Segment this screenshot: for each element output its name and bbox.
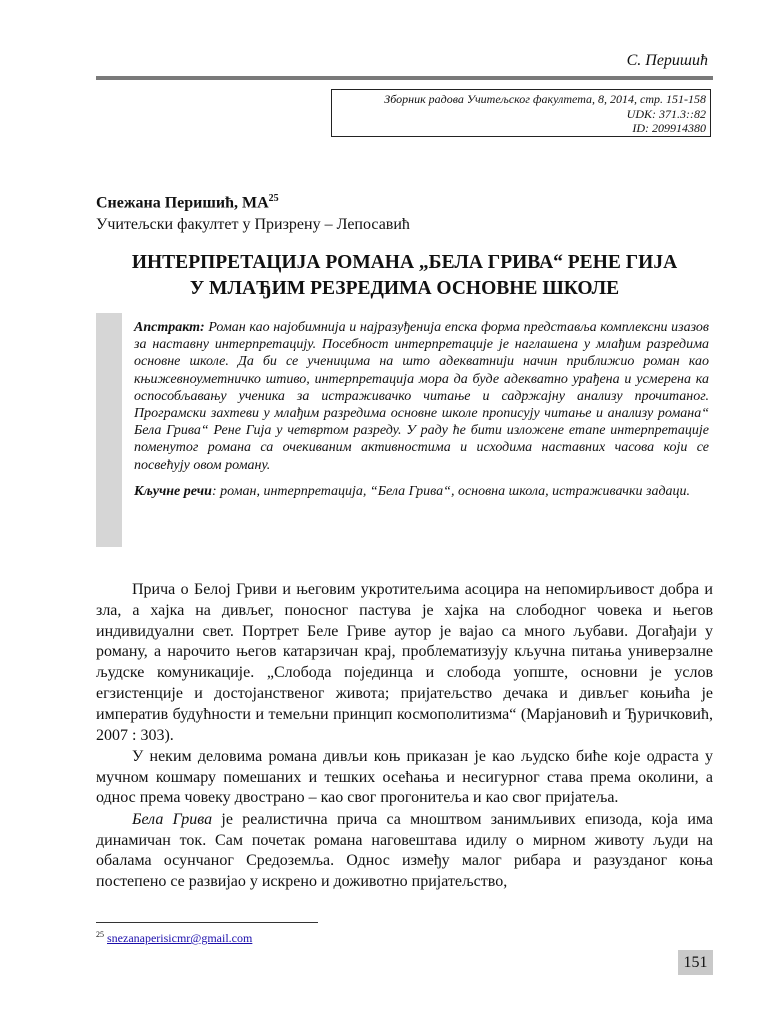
abstract-sidebar-bar bbox=[96, 313, 122, 547]
footnote-marker: 25 bbox=[96, 930, 104, 939]
page-number: 151 bbox=[678, 950, 713, 975]
udk-code: UDK: 371.3::82 bbox=[626, 106, 706, 121]
author-name bbox=[96, 188, 410, 214]
author-name-text: Снежана Перишић, МА bbox=[96, 194, 269, 212]
document-id: ID: 209914380 bbox=[632, 121, 706, 135]
body-paragraph-1: Прича о Белој Гриви и његовим укротитељима асоцира на непомирљивост добра и зла, а хајка на дивљег, поносног пастува је хајка на слободног човека и његов индивидуални свет. Портрет Беле Гриве аутор је вајао са много љубави. Догађаји у роману, а нарочито његов катарзичан крај, проблематизују кључна питања универзалне људске комуникације. „Слобода појединца и слобода уопште, основни је услов егзистенције и достојанственог живота; пријатељство дечака и дивљег коњића је императив будућности и темељни принцип космополитизма“ (Марјановић и Ђуричковић, 2007 : 303). bbox=[96, 581, 713, 744]
footnote bbox=[96, 930, 252, 946]
abstract-text: Роман као најобимнија и најразуђенија епска форма представља комплексни изазов за наставну интерпретацију. Посебност интерпретације је наглашена у млађим разредима основне школе. Да би се ученицима на што адекватнији начин приближио роман као књижевноуметничко штиво, интерпретација мора да буде адекватно урађена и усмерена ка оспособљавању ученика за истраживачко читање и садржајну анализу прочитаног. Програмски захтеви у млађим разредима основне школе прописују читање и анализу романа“ Бела Грива“ Рене Гија у четвртом разреду. У раду ће бити изложене етапе интерпретације поменутог романа са очекиваним активностима и исходима наставних часова који се посвећују овом роману. bbox=[134, 320, 709, 473]
author-footnote-ref[interactable]: 25 bbox=[268, 193, 279, 204]
body-paragraph-3-text: је реалистична прича са мноштвом занимљивих епизода, која има динамичан ток. Сам почетак романа наговештава идилу о мирном животу људи на обалама осунчаног Средоземља. Однос између малог рибара и разузданог коња постепено се развијао у искрено и доживотно пријатељство, bbox=[96, 810, 713, 891]
author-affiliation: Учитељски факултет у Призрену – Лепосавић bbox=[96, 216, 410, 234]
keywords-label: Кључне речи bbox=[134, 483, 212, 499]
running-head: С. Перишић bbox=[626, 52, 708, 69]
title-line-1: ИНТЕРПРЕТАЦИЈА РОМАНА „БЕЛА ГРИВА“ РЕНЕ ГИЈА bbox=[131, 252, 678, 273]
abstract bbox=[134, 319, 709, 500]
article-title bbox=[96, 250, 713, 302]
header-rule bbox=[96, 76, 713, 80]
keywords-text: : роман, интерпретација, “Бела Грива“, основна школа, истраживачки задаци. bbox=[211, 483, 691, 499]
abstract-paragraph bbox=[134, 319, 709, 474]
body-paragraph-3 bbox=[96, 810, 713, 893]
footnote-email-link[interactable]: snezanaperisicmr@gmail.com bbox=[107, 931, 253, 945]
footnote-rule bbox=[96, 922, 318, 923]
journal-citation: Зборник радова Учитељског факултета, 8, 2014, стр. 151-158 bbox=[384, 92, 706, 106]
abstract-label: Апстракт: bbox=[134, 320, 205, 335]
author-block bbox=[96, 188, 410, 236]
journal-info-box bbox=[331, 89, 711, 137]
body-text bbox=[96, 580, 713, 893]
keywords bbox=[134, 483, 709, 500]
title-line-2: У МЛАЂИМ РЕЗРЕДИМА ОСНОВНЕ ШКОЛЕ bbox=[189, 278, 620, 299]
body-paragraph-2: У неким деловима романа дивљи коњ приказан је као људско биће које одраста у мучном кошмару помешаних и тешких осећања и несигурног става према околини, а однос према човеку двострано – као свог прогонитеља и као свог пријатеља. bbox=[96, 747, 713, 807]
book-title-italic: Бела Грива bbox=[132, 810, 213, 828]
